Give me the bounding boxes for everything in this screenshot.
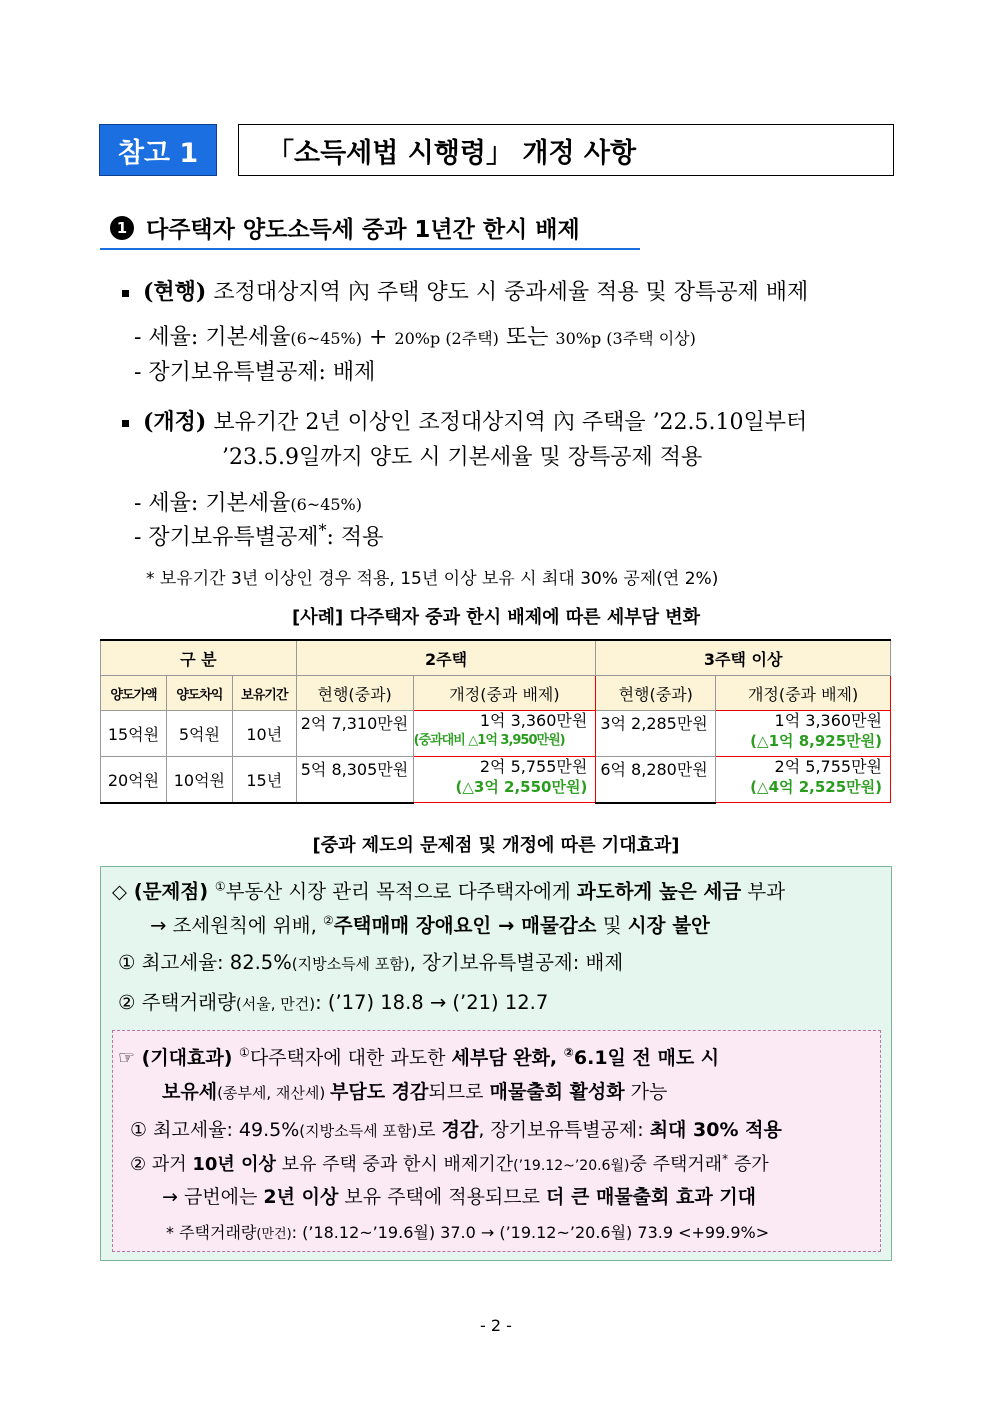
cell: 10억원 bbox=[166, 757, 232, 803]
cell: 15억원 bbox=[101, 711, 167, 757]
revised-ltd: - 장기보유특별공제*: 적용 bbox=[134, 520, 384, 550]
cell: 3억 2,285만원 bbox=[596, 711, 716, 757]
cell: 5억 8,305만원 bbox=[296, 757, 413, 803]
page-title: 「소득세법 시행령」 개정 사항 bbox=[238, 124, 894, 176]
revised-note: * 보유기간 3년 이상인 경우 적용, 15년 이상 보유 시 최대 30% 공제(연 2%) bbox=[146, 569, 719, 589]
problem-line-2: → 조세원칙에 위배, ②주택매매 장애요인 → 매물감소 및 시장 불안 bbox=[150, 913, 710, 937]
current-rule: (현행) 조정대상지역 內 주택 양도 시 중과세율 적용 및 장특공제 배제 bbox=[122, 275, 808, 306]
header-three-homes: 3주택 이상 bbox=[596, 640, 891, 676]
page-number: - 2 - bbox=[480, 1316, 512, 1335]
current-ltd: - 장기보유특별공제: 배제 bbox=[134, 360, 376, 385]
problems-title: [중과 제도의 문제점 및 개정에 따른 기대효과] bbox=[312, 835, 680, 856]
number-one-icon: 1 bbox=[110, 216, 134, 240]
header-two-homes: 2주택 bbox=[296, 640, 596, 676]
section-title: 다주택자 양도소득세 중과 1년간 한시 배제 bbox=[146, 217, 580, 243]
header-group: 구 분 bbox=[101, 640, 297, 676]
col-header: 양도차익 bbox=[166, 676, 232, 711]
effect-line-3: ① 최고세율: 49.5%(지방소득세 포함)로 경감, 장기보유특별공제: 최대 30% 적용 bbox=[130, 1119, 782, 1141]
table-row bbox=[101, 711, 891, 757]
cell: 1억 3,360만원 (△1억 8,925만원) bbox=[716, 711, 891, 757]
problem-line-4: ② 주택거래량(서울, 만건): (’17) 18.8 → (’21) 12.7 bbox=[118, 991, 549, 1014]
problem-line-1: ◇ (문제점) ①부동산 시장 관리 목적으로 다주택자에게 과도하게 높은 세금 부과 bbox=[112, 879, 786, 903]
effect-line-4: ② 과거 10년 이상 보유 주택 중과 한시 배제기간(’19.12~’20.6월)중 주택거래* 증가 bbox=[130, 1152, 769, 1175]
cell: 6억 8,280만원 bbox=[596, 757, 716, 803]
revised-rule-cont: ’23.5.9일까지 양도 시 기본세율 및 장특공제 적용 bbox=[222, 445, 703, 470]
cell: 2억 7,310만원 bbox=[296, 711, 413, 757]
effect-note: * 주택거래량(만건): (’18.12~’19.6월) 37.0 → (’19.12~’20.6월) 73.9 <+99.9%> bbox=[166, 1223, 770, 1242]
cell: 15년 bbox=[232, 757, 296, 803]
revised-tax-rate: - 세율: 기본세율(6~45%) bbox=[134, 491, 362, 516]
section-underline bbox=[100, 248, 640, 250]
col-header: 보유기간 bbox=[232, 676, 296, 711]
problem-line-3: ① 최고세율: 82.5%(지방소득세 포함), 장기보유특별공제: 배제 bbox=[118, 951, 624, 974]
cell: 2억 5,755만원 (△3억 2,550만원) bbox=[413, 757, 596, 803]
col-header: 현행(중과) bbox=[296, 676, 413, 711]
col-header: 현행(중과) bbox=[596, 676, 716, 711]
cell: 1억 3,360만원 (중과대비 △1억 3,950만원) bbox=[413, 711, 596, 757]
col-header: 개정(중과 배제) bbox=[716, 676, 891, 711]
col-header: 양도가액 bbox=[101, 676, 167, 711]
cell: 5억원 bbox=[166, 711, 232, 757]
cell: 10년 bbox=[232, 711, 296, 757]
bullet-square-icon bbox=[122, 290, 129, 297]
cell: 2억 5,755만원 (△4억 2,525만원) bbox=[716, 757, 891, 803]
revised-rule: (개정) 보유기간 2년 이상인 조정대상지역 內 주택을 ’22.5.10일부터 bbox=[122, 405, 807, 436]
current-tax-rate: - 세율: 기본세율(6~45%) + 20%p (2주택) 또는 30%p (3주택 이상) bbox=[134, 325, 696, 350]
tax-example-table bbox=[100, 639, 891, 804]
section-heading bbox=[110, 211, 580, 244]
bullet-square-icon bbox=[122, 420, 129, 427]
effect-line-1: ☞ (기대효과) ①다주택자에 대한 과도한 세부담 완화, ②6.1일 전 매도 시 bbox=[118, 1045, 720, 1069]
effect-line-5: → 금번에는 2년 이상 보유 주택에 적용되므로 더 큰 매물출회 효과 기대 bbox=[162, 1186, 757, 1208]
col-header: 개정(중과 배제) bbox=[413, 676, 596, 711]
effect-line-2: 보유세(종부세, 재산세) 부담도 경감되므로 매물출회 활성화 가능 bbox=[162, 1081, 668, 1103]
cell: 20억원 bbox=[101, 757, 167, 803]
reference-badge: 참고 1 bbox=[99, 124, 217, 176]
example-title: [사례] 다주택자 중과 한시 배제에 따른 세부담 변화 bbox=[291, 607, 701, 628]
table-row bbox=[101, 757, 891, 803]
